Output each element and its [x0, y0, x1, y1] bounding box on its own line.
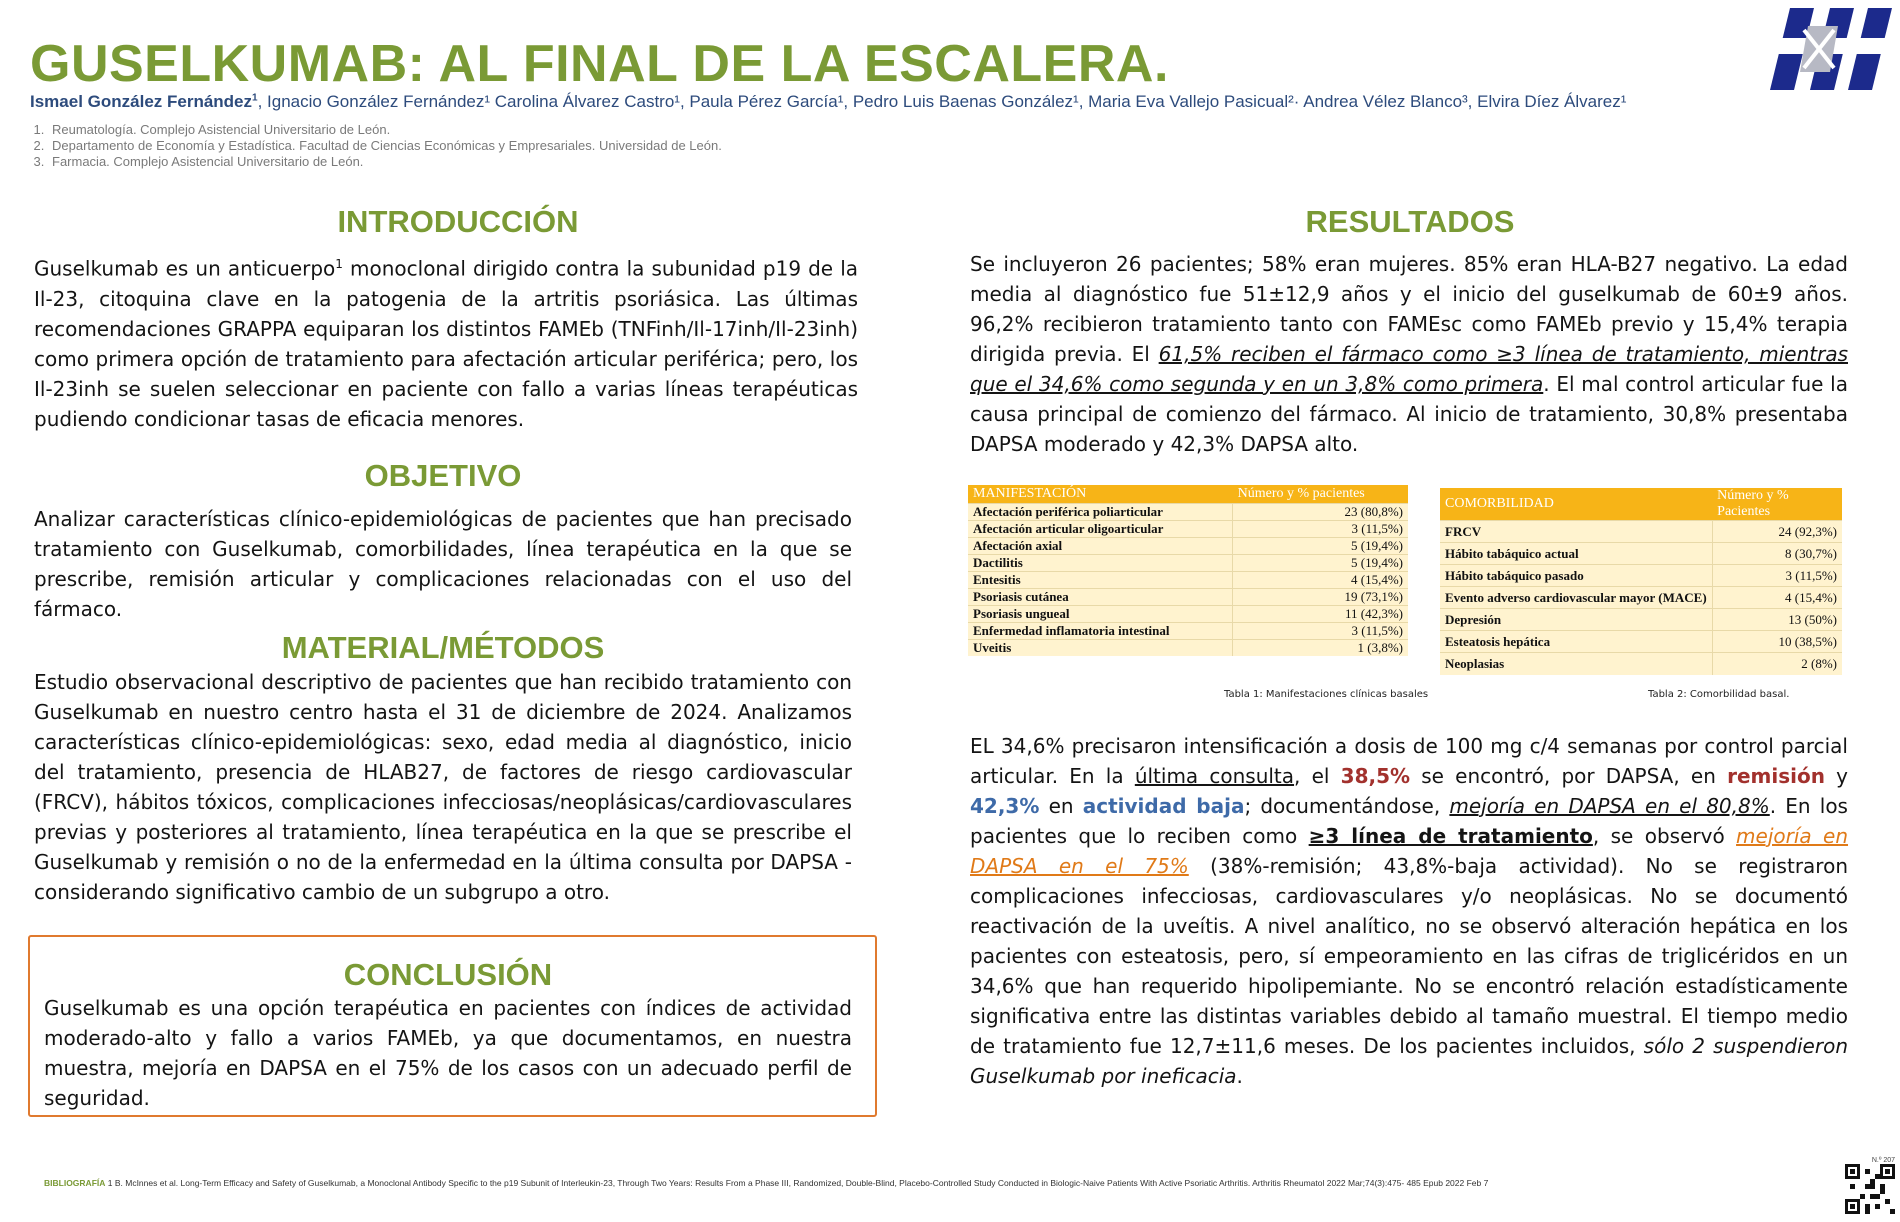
table1-caption: Tabla 1: Manifestaciones clínicas basales — [1224, 689, 1429, 700]
conclusion-heading: CONCLUSIÓN — [343, 957, 553, 992]
lead-author: Ismael González Fernández$^1$ — [30, 92, 258, 111]
intro-paragraph: Guselkumab es un anticuerpo$^1$ monoclonal dirigido contra la subunidad p19 de la Il-23, citoquina clave en la patogenia de la artritis psoriásica. Las últimas recomendaciones GRAPPA equiparan los distintos FAMEb (TNFinh/Il-17inh/Il-23inh) como primera opción de tratamiento para afectación articular periférica; pero, los Il-23inh se suelen seleccionar en paciente con fallo a varias líneas terapéuticas pudiendo condicionar tasas de eficacia menores. — [34, 256, 859, 431]
poster-number: N.º 207 — [1871, 1157, 1895, 1164]
column-header: MANIFESTACIÓN — [968, 485, 1233, 504]
table-header-row — [968, 485, 1408, 504]
table-row: Neoplasias 2 (8%) — [1440, 653, 1842, 675]
poster-badge — [1843, 1157, 1895, 1219]
table-row: Hábito tabáquico actual 8 (30,7%) — [1440, 543, 1842, 565]
table-row: Psoriasis cutánea 19 (73,1%) — [968, 589, 1408, 606]
table-header-row — [1440, 488, 1842, 521]
comorbilidad-table — [1440, 488, 1842, 675]
table-row: Hábito tabáquico pasado 3 (11,5%) — [1440, 565, 1842, 587]
table-row: Psoriasis ungueal 11 (42,3%) — [968, 606, 1408, 623]
column-header: Número y % pacientes — [1233, 485, 1408, 504]
affiliation-item: 3. Farmacia. Complejo Asistencial Universitario de León. — [48, 154, 722, 170]
metodos-paragraph: Estudio observacional descriptivo de pacientes que han recibido tratamiento con Guselkumab en nuestro centro hasta el 31 de diciembre de 2024. Analizamos características clínico-epidemiológicas: sexo, edad media al diagnóstico, inicio del tratamiento, presencia de HLAB27, de factores de riesgo cardiovascular (FRCV), hábitos tóxicos, complicaciones infecciosas/neoplásicas/cardiovasculares previas y posteriores al tratamiento, línea terapéutica en la que se prescribe el Guselkumab y remisión o no de la enfermedad en la última consulta por DAPSA - considerando significativo cambio de un subgrupo a otro. — [34, 670, 852, 904]
table-row: Uveitis 1 (3,8%) — [968, 640, 1408, 657]
poster-title: GUSELKUMAB: AL FINAL DE LA ESCALERA. — [30, 35, 1169, 93]
objetivo-heading: OBJETIVO — [364, 458, 522, 493]
table-row: Enfermedad inflamatoria intestinal 3 (11,5%) — [968, 623, 1408, 640]
column-header: Número y % Pacientes — [1712, 488, 1842, 521]
table-row: Depresión 13 (50%) — [1440, 609, 1842, 631]
table2-caption: Tabla 2: Comorbilidad basal. — [1648, 689, 1790, 700]
table-row: Afectación articular oligoarticular 3 (11,5%) — [968, 521, 1408, 538]
table-row: Afectación axial 5 (19,4%) — [968, 538, 1408, 555]
resultados-heading: RESULTADOS — [1305, 204, 1515, 239]
bibliography: BIBLIOGRAFÍA 1 B. McInnes et al. Long-Term Efficacy and Safety of Guselkumab, a Monoclonal Antibody Specific to the p19 Subunit of Interleukin-23, Through Two Years: Results From a Phase III, Randomized, Double-Blind, Placebo-Controlled Study Conducted in Biologic-Naive Patients With Active Psoriatic Arthritis. Arthritis Rheumatol 2022 Mar;74(3):475- 485 Epub 2022 Feb 7 — [44, 1178, 1489, 1188]
institution-logo-icon — [1768, 8, 1893, 90]
objetivo-paragraph: Analizar características clínico-epidemiológicas de pacientes que han precisado tratamiento con Guselkumab, comorbilidades, línea terapéutica en la que se prescribe, remisión articular y complicaciones relacionadas con el uso del fármaco. — [34, 507, 852, 621]
table-row: Esteatosis hepática 10 (38,5%) — [1440, 631, 1842, 653]
affiliations-list — [28, 122, 722, 170]
table-row: FRCV 24 (92,3%) — [1440, 521, 1842, 543]
conclusion-paragraph: Guselkumab es una opción terapéutica en pacientes con índices de actividad moderado-alto y fallo a varios FAMEb, ya que documentamos, en nuestra muestra, mejoría en DAPSA en el 75% de los casos con un adecuado perfil de seguridad. — [44, 996, 852, 1110]
affiliation-item: 1. Reumatología. Complejo Asistencial Universitario de León. — [48, 122, 722, 138]
authors-line — [30, 92, 1750, 112]
qr-code-icon — [1845, 1164, 1895, 1214]
affiliation-item: 2. Departamento de Economía y Estadística. Facultad de Ciencias Económicas y Empresariales. Universidad de León. — [48, 138, 722, 154]
column-header: COMORBILIDAD — [1440, 488, 1712, 521]
resultados-paragraph-2: EL 34,6% precisaron intensificación a dosis de 100 mg c/4 semanas por control parcial articular. En la última consulta, el 38,5% se encontró, por DAPSA, en remisión y 42,3% en actividad baja; documentándose, mejoría en DAPSA en el 80,8%. En los pacientes que lo reciben como ≥3 línea de tratamiento, se observó mejoría en DAPSA en el 75% (38%-remisión; 43,8%-baja actividad). No se registraron complicaciones infecciosas, cardiovasculares y/o neoplásicas. No se documentó reactivación de la uveítis. A nivel analítico, no se observó alteración hepática en los pacientes con esteatosis, pero, sí empeoramiento en las cifras de triglicéridos en un 34,6% que han requerido hipolipemiante. No se encontró relación estadísticamente significativa entre las distintas variables debido al tamaño muestral. El tiempo medio de tratamiento fue 12,7±11,6 meses. De los pacientes incluidos, sólo 2 suspendieron Guselkumab por ineficacia. — [970, 734, 1849, 1088]
table-row: Dactilitis 5 (19,4%) — [968, 555, 1408, 572]
coauthors: , Ignacio González Fernández¹ Carolina Álvarez Castro¹, Paula Pérez García¹, Pedro Luis Baenas González¹, Maria Eva Vallejo Pasicual²· Andrea Vélez Blanco³, Elvira Díez Álvarez¹ — [257, 92, 1627, 111]
manifestaciones-table — [968, 485, 1408, 656]
resultados-paragraph-1: Se incluyeron 26 pacientes; 58% eran mujeres. 85% eran HLA-B27 negativo. La edad media al diagnóstico fue 51±12,9 años y el inicio del guselkumab de 60±9 años. 96,2% recibieron tratamiento tanto con FAMEsc como FAMEb previo y 15,4% terapia dirigida previa. El 61,5% reciben el fármaco como ≥3 línea de tratamiento, mientras que el 34,6% como segunda y en un 3,8% como primera. El mal control articular fue la causa principal de comienzo del fármaco. Al inicio de tratamiento, 30,8% presentaba DAPSA moderado y 42,3% DAPSA alto. — [970, 252, 1848, 456]
metodos-heading: MATERIAL/MÉTODOS — [281, 630, 605, 665]
intro-heading: INTRODUCCIÓN — [337, 204, 579, 239]
table-row: Evento adverso cardiovascular mayor (MACE) 4 (15,4%) — [1440, 587, 1842, 609]
table-row: Entesitis 4 (15,4%) — [968, 572, 1408, 589]
table-row: Afectación periférica poliarticular 23 (80,8%) — [968, 504, 1408, 521]
